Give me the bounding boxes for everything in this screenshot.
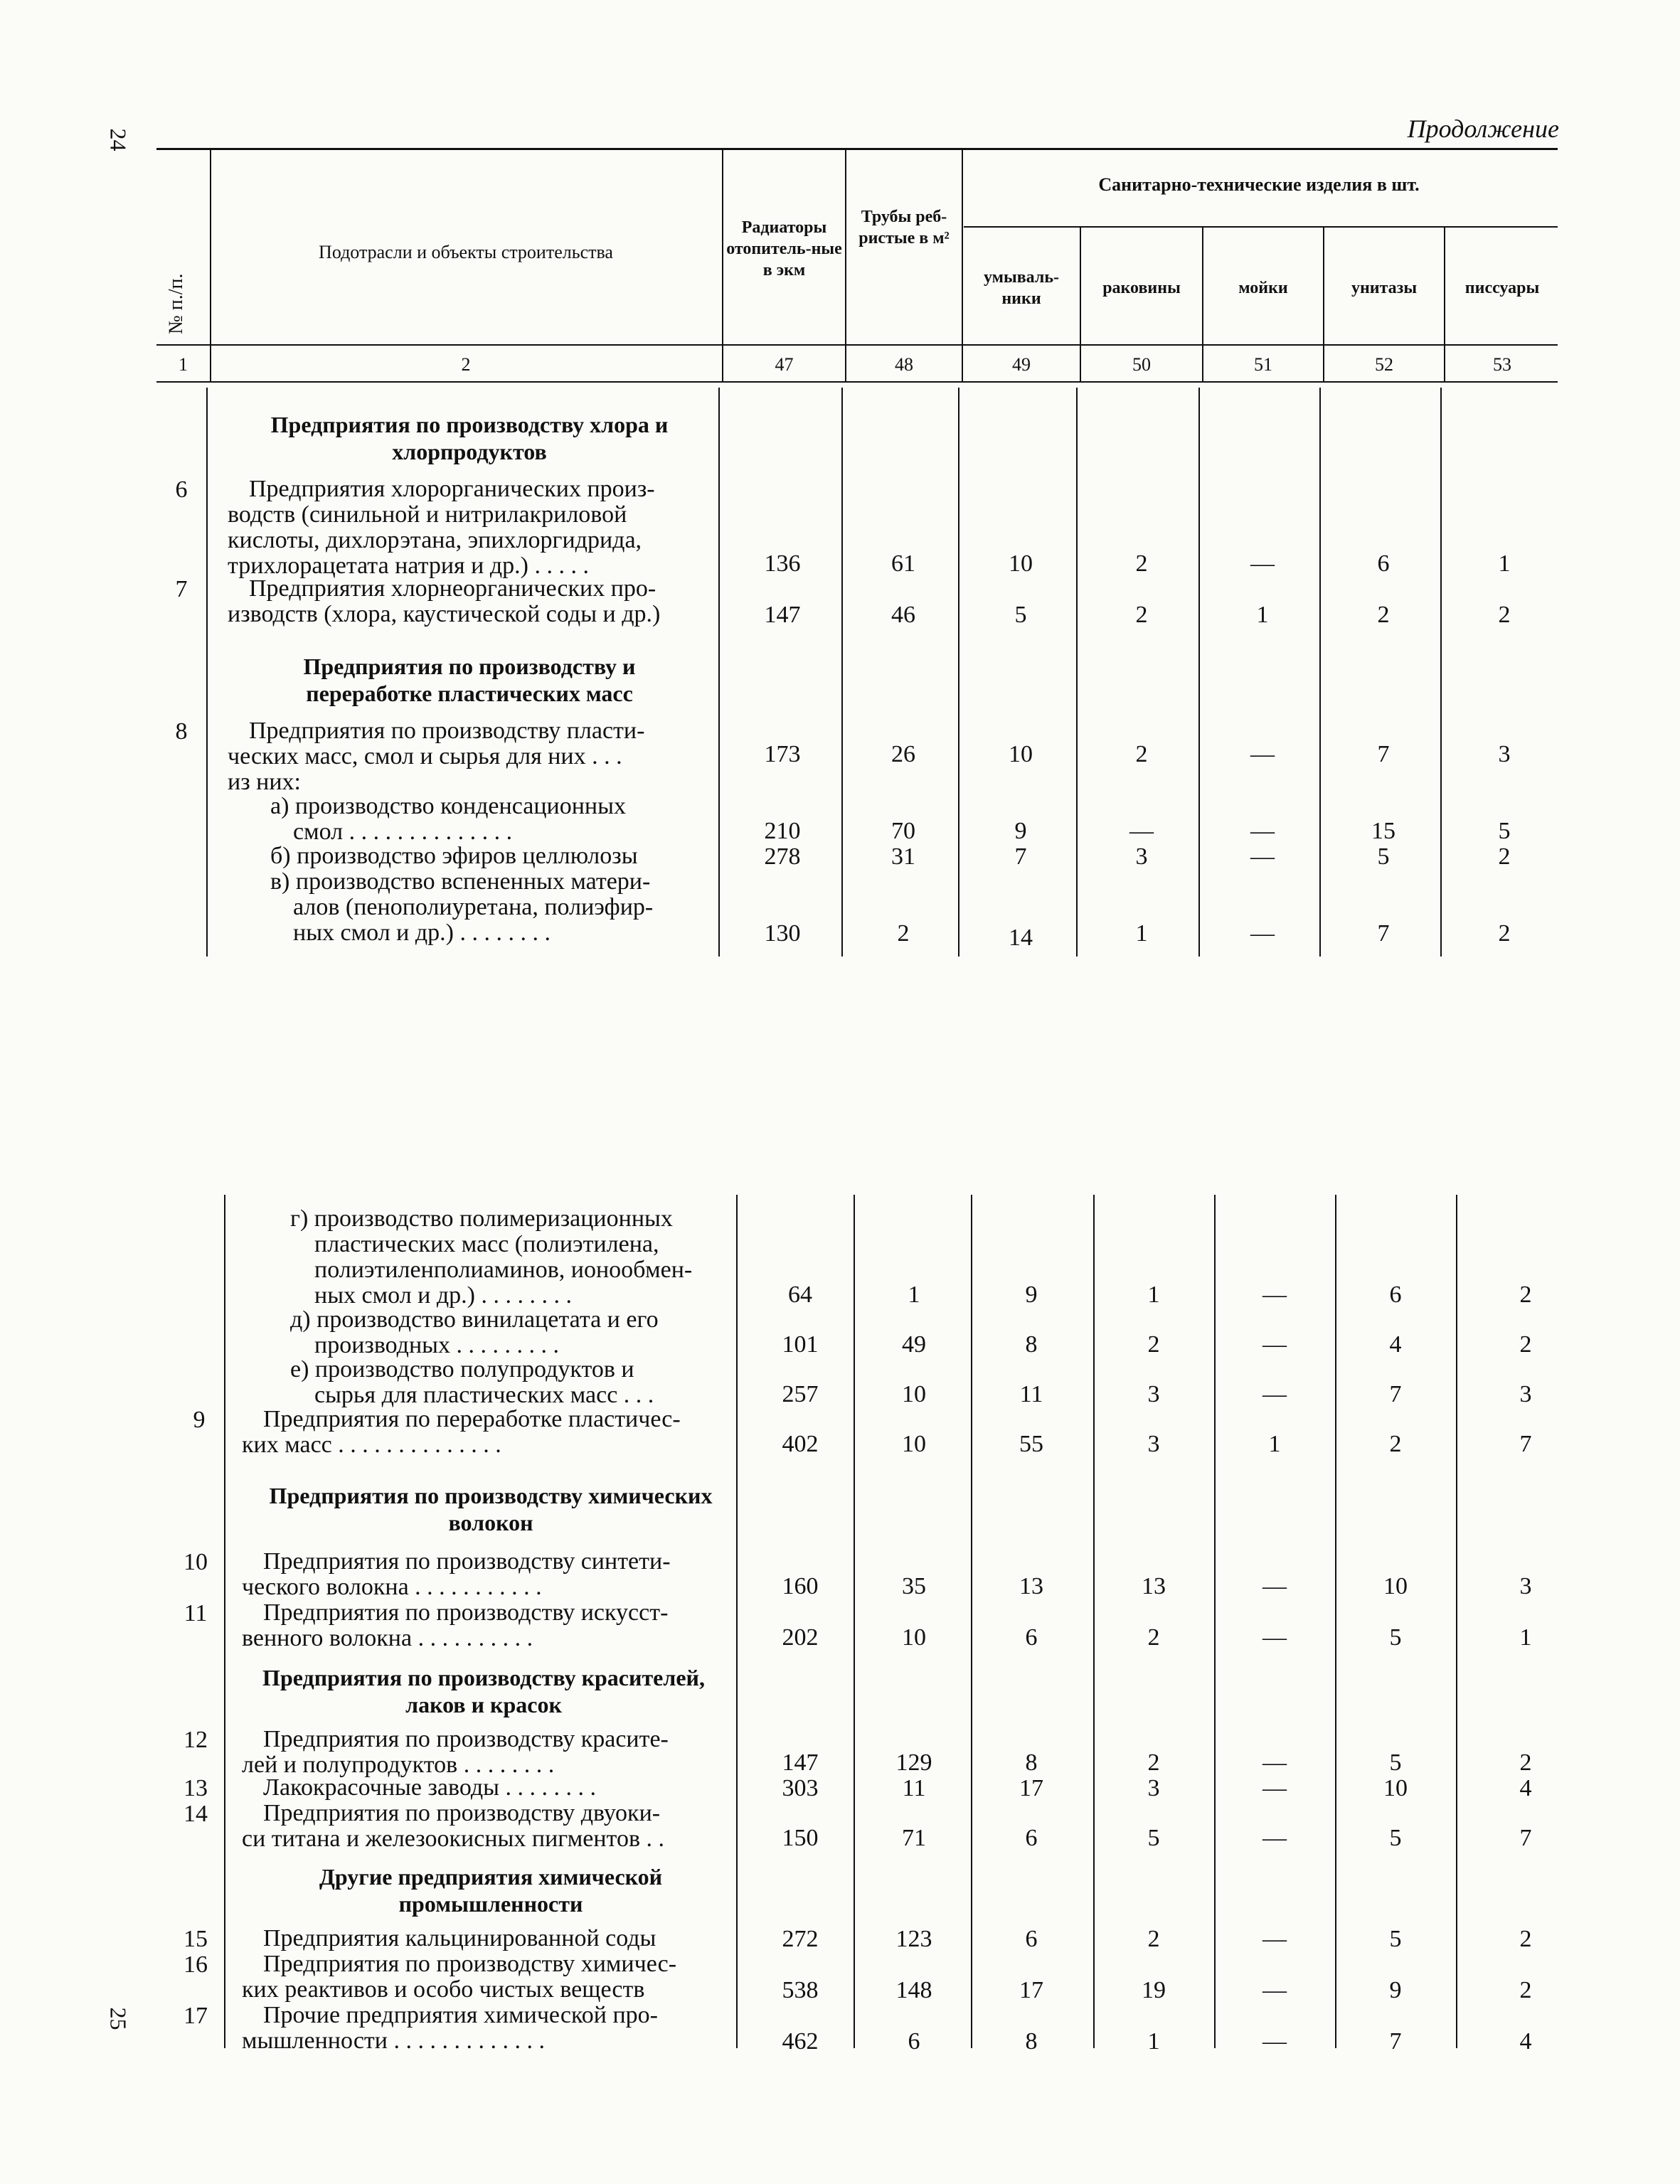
row-8d-kitchen-sinks: —	[1262, 1331, 1287, 1358]
row-8c-desc	[256, 869, 711, 946]
row-8b-urinals: 2	[1498, 843, 1511, 870]
colnum-50: 50	[1132, 354, 1151, 375]
colnum-53: 53	[1493, 354, 1511, 375]
row-8c-line-3: ных смол и др.) . . . . . . . .	[293, 920, 551, 946]
row-10-toilets: 10	[1383, 1573, 1408, 1599]
row-8e-sinks: 3	[1147, 1381, 1160, 1407]
vline-t2	[718, 388, 720, 957]
row-7-sinks: 2	[1135, 602, 1148, 628]
row-8e-pipes: 10	[902, 1381, 926, 1407]
vline-b7	[1335, 1195, 1336, 2048]
row-7-desc	[228, 576, 711, 627]
row-8g-washbasins: 9	[1025, 1282, 1038, 1308]
row-11-pipes: 10	[902, 1624, 926, 1651]
row-7-line-1: Предприятия хлорнеорганических про-	[249, 575, 656, 602]
header-group-rule	[964, 226, 1558, 228]
vline-b1	[224, 1195, 225, 2048]
row-8c-kitchen-sinks: —	[1250, 920, 1275, 947]
row-11-toilets: 5	[1389, 1624, 1402, 1651]
row-11-desc	[242, 1600, 725, 1651]
row-6-line-3: кислоты, дихлорэтана, эпихлоргидрида,	[228, 527, 642, 553]
row-13-line-1: Лакокрасочные заводы . . . . . . . .	[263, 1774, 596, 1801]
row-8a-kitchen-sinks: —	[1250, 818, 1275, 844]
row-8g-desc	[270, 1206, 725, 1309]
row-8e-toilets: 7	[1389, 1381, 1402, 1407]
row-8c-toilets: 7	[1377, 920, 1390, 947]
row-11-radiators: 202	[782, 1624, 819, 1651]
colnum-2: 2	[461, 354, 471, 375]
section-heading-fibers: Предприятия по производству химических волокон	[269, 1483, 713, 1535]
row-15-kitchen-sinks: —	[1262, 1926, 1287, 1952]
section-heading-chlorine: Предприятия по производству хлора и хлорпродуктов	[270, 412, 669, 464]
row-8b-washbasins: 7	[1014, 843, 1027, 870]
row-15-urinals: 2	[1519, 1926, 1532, 1952]
row-15-pipes: 123	[895, 1926, 932, 1952]
row-8e-washbasins: 11	[1019, 1381, 1043, 1407]
row-8c-washbasins: 14	[1009, 925, 1033, 951]
row-16-radiators: 538	[782, 1977, 819, 2003]
row-9-pipes: 10	[902, 1431, 926, 1457]
row-16-desc	[242, 1951, 725, 2003]
row-8g-line-1: г) производство полимеризационных	[290, 1205, 673, 1232]
row-10-radiators: 160	[782, 1573, 819, 1599]
row-17-washbasins: 8	[1025, 2028, 1038, 2055]
row-17-line-2: мышленности . . . . . . . . . . . . .	[242, 2028, 545, 2054]
header-bottom-rule	[156, 344, 1558, 346]
row-12-no: 12	[184, 1727, 208, 1753]
row-14-kitchen-sinks: —	[1262, 1825, 1287, 1851]
vline-b2	[736, 1195, 738, 2048]
row-10-line-1: Предприятия по производству синтети-	[263, 1548, 671, 1575]
row-6-toilets: 6	[1377, 550, 1390, 577]
row-8g-line-2: пластических масс (полиэтилена,	[314, 1231, 659, 1257]
row-11-line-2: венного волокна . . . . . . . . . .	[242, 1625, 533, 1651]
vline-t8	[1440, 388, 1442, 957]
row-9-sinks: 3	[1147, 1431, 1160, 1457]
colnum-1: 1	[179, 354, 188, 375]
row-16-toilets: 9	[1389, 1977, 1402, 2003]
row-8a-washbasins: 9	[1014, 818, 1027, 844]
row-16-pipes: 148	[895, 1977, 932, 2003]
row-6-sinks: 2	[1135, 550, 1148, 577]
row-13-radiators: 303	[782, 1775, 819, 1801]
row-15-radiators: 272	[782, 1926, 819, 1952]
row-14-desc	[242, 1801, 725, 1852]
row-17-radiators: 462	[782, 2028, 819, 2055]
vline-h2	[722, 148, 723, 381]
row-7-radiators: 147	[764, 602, 801, 628]
row-13-no: 13	[184, 1775, 208, 1801]
row-14-urinals: 7	[1519, 1825, 1532, 1851]
row-8d-urinals: 2	[1519, 1331, 1532, 1358]
row-8-line-2: ческих масс, смол и сырья для них . . .	[228, 743, 622, 769]
vline-b6	[1214, 1195, 1216, 2048]
row-15-desc	[242, 1926, 725, 1951]
vline-h5	[1080, 228, 1081, 381]
row-17-line-1: Прочие предприятия химической про-	[263, 2002, 658, 2028]
row-8g-line-4: ных смол и др.) . . . . . . . .	[314, 1282, 572, 1309]
row-8d-toilets: 4	[1389, 1331, 1402, 1358]
row-11-no: 11	[184, 1600, 208, 1626]
row-8g-radiators: 64	[788, 1282, 812, 1308]
row-8-line-1: Предприятия по производству пласти-	[249, 718, 645, 744]
row-15-washbasins: 6	[1025, 1926, 1038, 1952]
vline-t6	[1198, 388, 1200, 957]
vline-t5	[1076, 388, 1078, 957]
row-16-kitchen-sinks: —	[1262, 1977, 1287, 2003]
row-8d-desc	[270, 1307, 725, 1358]
section-heading-plastics: Предприятия по производству и переработке пластических масс	[303, 654, 636, 706]
row-8b-toilets: 5	[1377, 843, 1390, 870]
row-8-pipes: 26	[891, 741, 915, 767]
row-12-radiators: 147	[782, 1749, 819, 1776]
row-8-toilets: 7	[1377, 741, 1390, 767]
row-6-washbasins: 10	[1009, 550, 1033, 577]
row-8e-line-1: е) производство полупродуктов и	[290, 1356, 634, 1383]
row-13-sinks: 3	[1147, 1775, 1160, 1801]
row-8e-desc	[270, 1357, 725, 1408]
row-12-kitchen-sinks: —	[1262, 1749, 1287, 1776]
row-8d-radiators: 101	[782, 1331, 819, 1358]
row-6-line-4: трихлорацетата натрия и др.) . . . . .	[228, 553, 589, 579]
colnum-48: 48	[895, 354, 913, 375]
row-8a-sinks: —	[1129, 818, 1154, 844]
row-9-line-2: ких масс . . . . . . . . . . . . . .	[242, 1432, 501, 1458]
colnum-49: 49	[1012, 354, 1031, 375]
row-6-desc	[228, 476, 711, 579]
row-13-kitchen-sinks: —	[1262, 1775, 1287, 1801]
vline-h1	[210, 148, 211, 381]
row-8-radiators: 173	[764, 741, 801, 767]
vline-h4	[962, 148, 963, 381]
row-8e-kitchen-sinks: —	[1262, 1381, 1287, 1407]
row-9-line-1: Предприятия по переработке пластичес-	[263, 1406, 681, 1432]
row-17-kitchen-sinks: —	[1262, 2028, 1287, 2055]
page-number-top: 24	[105, 128, 132, 151]
continuation-label: Продолжение	[1407, 114, 1559, 143]
row-9-radiators: 402	[782, 1431, 819, 1457]
row-8c-line-1: в) производство вспененных матери-	[270, 868, 651, 895]
row-10-line-2: ческого волокна . . . . . . . . . . .	[242, 1574, 542, 1600]
row-8-washbasins: 10	[1009, 741, 1033, 767]
row-9-urinals: 7	[1519, 1431, 1532, 1457]
row-8c-pipes: 2	[897, 920, 910, 947]
vline-h7	[1323, 228, 1324, 381]
row-8c-radiators: 130	[764, 920, 801, 947]
row-7-washbasins: 5	[1014, 602, 1027, 628]
row-8d-sinks: 2	[1147, 1331, 1160, 1358]
row-14-sinks: 5	[1147, 1825, 1160, 1851]
colnum-51: 51	[1254, 354, 1272, 375]
header-ribbed-pipes: Трубы реб-ристые в м²	[858, 208, 950, 247]
row-6-kitchen-sinks: —	[1250, 550, 1275, 577]
row-13-toilets: 10	[1383, 1775, 1408, 1801]
row-10-kitchen-sinks: —	[1262, 1573, 1287, 1599]
row-6-radiators: 136	[764, 550, 801, 577]
row-8a-urinals: 5	[1498, 818, 1511, 844]
row-9-washbasins: 55	[1019, 1431, 1043, 1457]
row-13-washbasins: 17	[1019, 1775, 1043, 1801]
section-heading-other: Другие предприятия химической промышленности	[319, 1864, 663, 1917]
row-10-urinals: 3	[1519, 1573, 1532, 1599]
row-8a-radiators: 210	[764, 818, 801, 844]
row-6-no: 6	[175, 476, 188, 503]
row-14-line-2: си титана и железоокисных пигментов . .	[242, 1826, 665, 1852]
row-8b-line-1: б) производство эфиров целлюлозы	[270, 843, 638, 869]
row-8-kitchen-sinks: —	[1250, 741, 1275, 767]
row-16-line-1: Предприятия по производству химичес-	[263, 1951, 677, 1977]
row-12-washbasins: 8	[1025, 1749, 1038, 1776]
section-heading-dyes: Предприятия по производству красителей, лаков и красок	[262, 1665, 705, 1717]
vline-t3	[841, 388, 843, 957]
row-8c-line-2: алов (пенополиуретана, полиэфир-	[293, 894, 654, 920]
page-number-bottom: 25	[105, 2007, 132, 2030]
row-12-line-2: лей и полупродуктов . . . . . . . .	[242, 1752, 555, 1778]
row-15-sinks: 2	[1147, 1926, 1160, 1952]
vline-t1	[206, 388, 208, 957]
row-7-line-2: изводств (хлора, каустической соды и др.)	[228, 601, 661, 627]
row-9-desc	[242, 1407, 725, 1458]
row-11-sinks: 2	[1147, 1624, 1160, 1651]
row-14-no: 14	[184, 1801, 208, 1827]
row-16-no: 16	[184, 1951, 208, 1978]
colnum-bottom-rule	[156, 381, 1558, 383]
vline-h3	[845, 148, 846, 381]
row-8a-toilets: 15	[1371, 818, 1395, 844]
vline-b4	[971, 1195, 972, 2048]
row-15-no: 15	[184, 1926, 208, 1952]
row-7-urinals: 2	[1498, 602, 1511, 628]
row-13-pipes: 11	[902, 1775, 926, 1801]
row-11-washbasins: 6	[1025, 1624, 1038, 1651]
header-row-no: № п./п.	[165, 273, 187, 334]
row-9-no: 9	[193, 1407, 206, 1433]
row-15-line-1: Предприятия кальцинированной соды	[263, 1925, 656, 1951]
row-8g-line-3: полиэтиленполиаминов, ионообмен-	[314, 1257, 693, 1283]
header-subsector: Подотрасли и объекты строительства	[319, 242, 613, 262]
header-radiators: Радиаторы отопитель-ные в экм	[726, 218, 842, 279]
vline-b5	[1093, 1195, 1095, 2048]
row-8g-pipes: 1	[908, 1282, 920, 1308]
row-17-no: 17	[184, 2003, 208, 2029]
vline-h6	[1202, 228, 1203, 381]
vline-b3	[854, 1195, 855, 2048]
row-9-kitchen-sinks: 1	[1268, 1431, 1281, 1457]
header-toilets: унитазы	[1351, 279, 1418, 297]
row-8e-radiators: 257	[782, 1381, 819, 1407]
row-8b-radiators: 278	[764, 843, 801, 870]
row-17-sinks: 1	[1147, 2028, 1160, 2055]
row-6-line-2: водств (синильной и нитрилакриловой	[228, 501, 627, 528]
row-8d-line-1: д) производство винилацетата и его	[290, 1306, 659, 1333]
row-8d-line-2: производных . . . . . . . . .	[314, 1332, 560, 1358]
row-8g-sinks: 1	[1147, 1282, 1160, 1308]
header-sanitary-group: Санитарно-технические изделия в шт.	[1098, 174, 1420, 195]
row-12-sinks: 2	[1147, 1749, 1160, 1776]
row-13-urinals: 4	[1519, 1775, 1532, 1801]
row-8a-line-1: а) производство конденсационных	[270, 793, 626, 819]
row-14-toilets: 5	[1389, 1825, 1402, 1851]
row-12-line-1: Предприятия по производству красите-	[263, 1726, 669, 1752]
row-8g-kitchen-sinks: —	[1262, 1282, 1287, 1308]
row-11-urinals: 1	[1519, 1624, 1532, 1651]
row-12-pipes: 129	[895, 1749, 932, 1776]
vline-h8	[1444, 228, 1445, 381]
row-14-radiators: 150	[782, 1825, 819, 1851]
row-7-pipes: 46	[891, 602, 915, 628]
row-8-urinals: 3	[1498, 741, 1511, 767]
row-9-toilets: 2	[1389, 1431, 1402, 1457]
row-12-urinals: 2	[1519, 1749, 1532, 1776]
row-6-pipes: 61	[891, 550, 915, 577]
header-sinks: раковины	[1102, 279, 1181, 297]
row-8g-urinals: 2	[1519, 1282, 1532, 1308]
row-12-toilets: 5	[1389, 1749, 1402, 1776]
row-8b-kitchen-sinks: —	[1250, 843, 1275, 870]
row-10-pipes: 35	[902, 1573, 926, 1599]
row-15-toilets: 5	[1389, 1926, 1402, 1952]
header-urinals: писсуары	[1464, 279, 1540, 297]
row-7-no: 7	[175, 576, 188, 602]
row-16-urinals: 2	[1519, 1977, 1532, 2003]
vline-b8	[1456, 1195, 1457, 2048]
colnum-52: 52	[1375, 354, 1393, 375]
row-8b-desc	[256, 843, 711, 869]
row-8c-sinks: 1	[1135, 920, 1148, 947]
row-8b-sinks: 3	[1135, 843, 1148, 870]
vline-t4	[958, 388, 959, 957]
row-7-kitchen-sinks: 1	[1256, 602, 1269, 628]
header-top-rule	[156, 148, 1558, 150]
row-14-washbasins: 6	[1025, 1825, 1038, 1851]
row-8-no: 8	[175, 718, 188, 745]
row-8c-urinals: 2	[1498, 920, 1511, 947]
row-8a-line-2: смол . . . . . . . . . . . . . .	[293, 819, 513, 845]
row-8-desc	[228, 718, 711, 795]
row-11-line-1: Предприятия по производству искусст-	[263, 1599, 669, 1626]
row-16-line-2: ких реактивов и особо чистых веществ	[242, 1976, 645, 2003]
row-10-sinks: 13	[1142, 1573, 1166, 1599]
row-8b-pipes: 31	[891, 843, 915, 870]
row-8e-line-2: сырья для пластических масс . . .	[314, 1382, 654, 1408]
row-10-desc	[242, 1549, 725, 1600]
vline-t7	[1319, 388, 1321, 957]
row-17-urinals: 4	[1519, 2028, 1532, 2055]
row-8e-urinals: 3	[1519, 1381, 1532, 1407]
row-17-toilets: 7	[1389, 2028, 1402, 2055]
row-8d-pipes: 49	[902, 1331, 926, 1358]
row-6-line-1: Предприятия хлорорганических произ-	[249, 476, 655, 502]
row-6-urinals: 1	[1498, 550, 1511, 577]
row-10-washbasins: 13	[1019, 1573, 1043, 1599]
row-8d-washbasins: 8	[1025, 1331, 1038, 1358]
header-washbasins: умываль-ники	[983, 268, 1060, 308]
of-them-label: из них:	[228, 769, 301, 795]
row-14-pipes: 71	[902, 1825, 926, 1851]
row-16-sinks: 19	[1142, 1977, 1166, 2003]
header-kitchen-sinks: мойки	[1238, 279, 1288, 297]
row-8g-toilets: 6	[1389, 1282, 1402, 1308]
row-13-desc	[242, 1775, 725, 1801]
row-17-pipes: 6	[908, 2028, 920, 2055]
row-8-sinks: 2	[1135, 741, 1148, 767]
row-12-desc	[242, 1727, 725, 1778]
row-7-toilets: 2	[1377, 602, 1390, 628]
row-8a-desc	[256, 794, 711, 845]
row-11-kitchen-sinks: —	[1262, 1624, 1287, 1651]
row-14-line-1: Предприятия по производству двуоки-	[263, 1800, 661, 1826]
row-17-desc	[242, 2003, 725, 2054]
row-16-washbasins: 17	[1019, 1977, 1043, 2003]
colnum-47: 47	[775, 354, 794, 375]
row-8a-pipes: 70	[891, 818, 915, 844]
row-10-no: 10	[184, 1549, 208, 1575]
